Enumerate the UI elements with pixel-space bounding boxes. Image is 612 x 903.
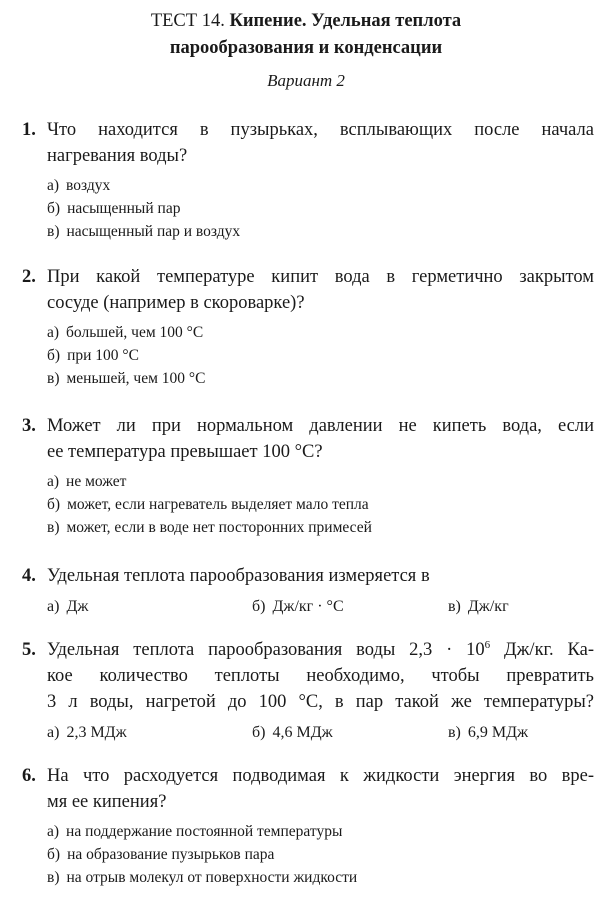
question-text: При какой температуре кипит вода в герметично закрытом: [47, 267, 594, 287]
answer-option[interactable]: в) 6,9 МДж: [448, 724, 529, 741]
question-3: [22, 413, 594, 539]
question-number: 2.: [22, 267, 36, 287]
question-text: мя ее кипения?: [47, 792, 167, 812]
answer-option[interactable]: в) на отрыв молекул от поверхности жидкости: [47, 869, 358, 886]
question-number: 3.: [22, 416, 36, 436]
test-number: ТЕСТ 14.: [150, 11, 225, 31]
question-text: Удельная теплота парообразования воды $2,3 \cdot 10^6$ Дж/кг. Ка-: [47, 638, 595, 660]
exponent: 6: [484, 638, 491, 651]
test-heading: [0, 9, 612, 33]
question-text: кое количество теплоты необходимо, чтобы превратить: [47, 666, 594, 686]
answer-option[interactable]: в) меньшей, чем 100 °С: [47, 370, 206, 387]
question-5: [22, 637, 594, 745]
answer-option[interactable]: б) на образование пузырьков пара: [47, 846, 275, 863]
variant-label: Вариант 2: [267, 71, 345, 90]
question-text: нагревания воды?: [47, 146, 188, 166]
answer-option[interactable]: а) на поддержание постоянной температуры: [47, 823, 343, 840]
question-number: 4.: [22, 566, 36, 586]
question-text: На что расходуется подводимая к жидкости энергия во вре-: [47, 766, 594, 786]
answer-option[interactable]: в) может, если в воде нет посторонних примесей: [47, 519, 372, 536]
question-number: 1.: [22, 120, 36, 140]
test-title-line2: парообразования и конденсации: [169, 38, 443, 58]
question-text: сосуде (например в скороварке)?: [47, 293, 305, 313]
question-number: 5.: [22, 640, 36, 660]
question-text: Может ли при нормальном давлении не кипеть вода, если: [47, 416, 594, 436]
test-title-line1: Кипение. Удельная теплота: [229, 11, 462, 31]
answer-option[interactable]: а) большей, чем 100 °С: [47, 324, 204, 341]
question-2: [22, 264, 594, 390]
answer-option[interactable]: б) насыщенный пар: [47, 200, 181, 217]
answer-option[interactable]: б) при 100 °С: [47, 347, 139, 364]
answer-option[interactable]: б) 4,6 МДж: [252, 724, 333, 741]
question-text: Что находится в пузырьках, всплывающих после начала: [47, 120, 594, 140]
question-number: 6.: [22, 766, 36, 786]
question-text: Удельная теплота парообразования измеряется в: [47, 566, 430, 586]
question-6: [22, 763, 594, 889]
answer-option[interactable]: а) 2,3 МДж: [47, 724, 127, 741]
answer-option[interactable]: а) воздух: [47, 177, 111, 194]
answer-option[interactable]: в) Дж/кг: [448, 598, 509, 615]
question-1: [22, 117, 594, 243]
answer-option[interactable]: б) может, если нагреватель выделяет мало тепла: [47, 496, 369, 513]
answer-option[interactable]: а) Дж: [47, 598, 89, 615]
answer-option[interactable]: б) Дж/кг · °С: [252, 598, 344, 615]
question-text: 3 л воды, нагретой до 100 °С, в пар такой же температуры?: [47, 692, 594, 712]
answer-option[interactable]: а) не может: [47, 473, 127, 490]
answer-option[interactable]: в) насыщенный пар и воздух: [47, 223, 241, 240]
question-text: ее температура превышает 100 °С?: [47, 442, 323, 462]
question-4: [22, 563, 594, 619]
